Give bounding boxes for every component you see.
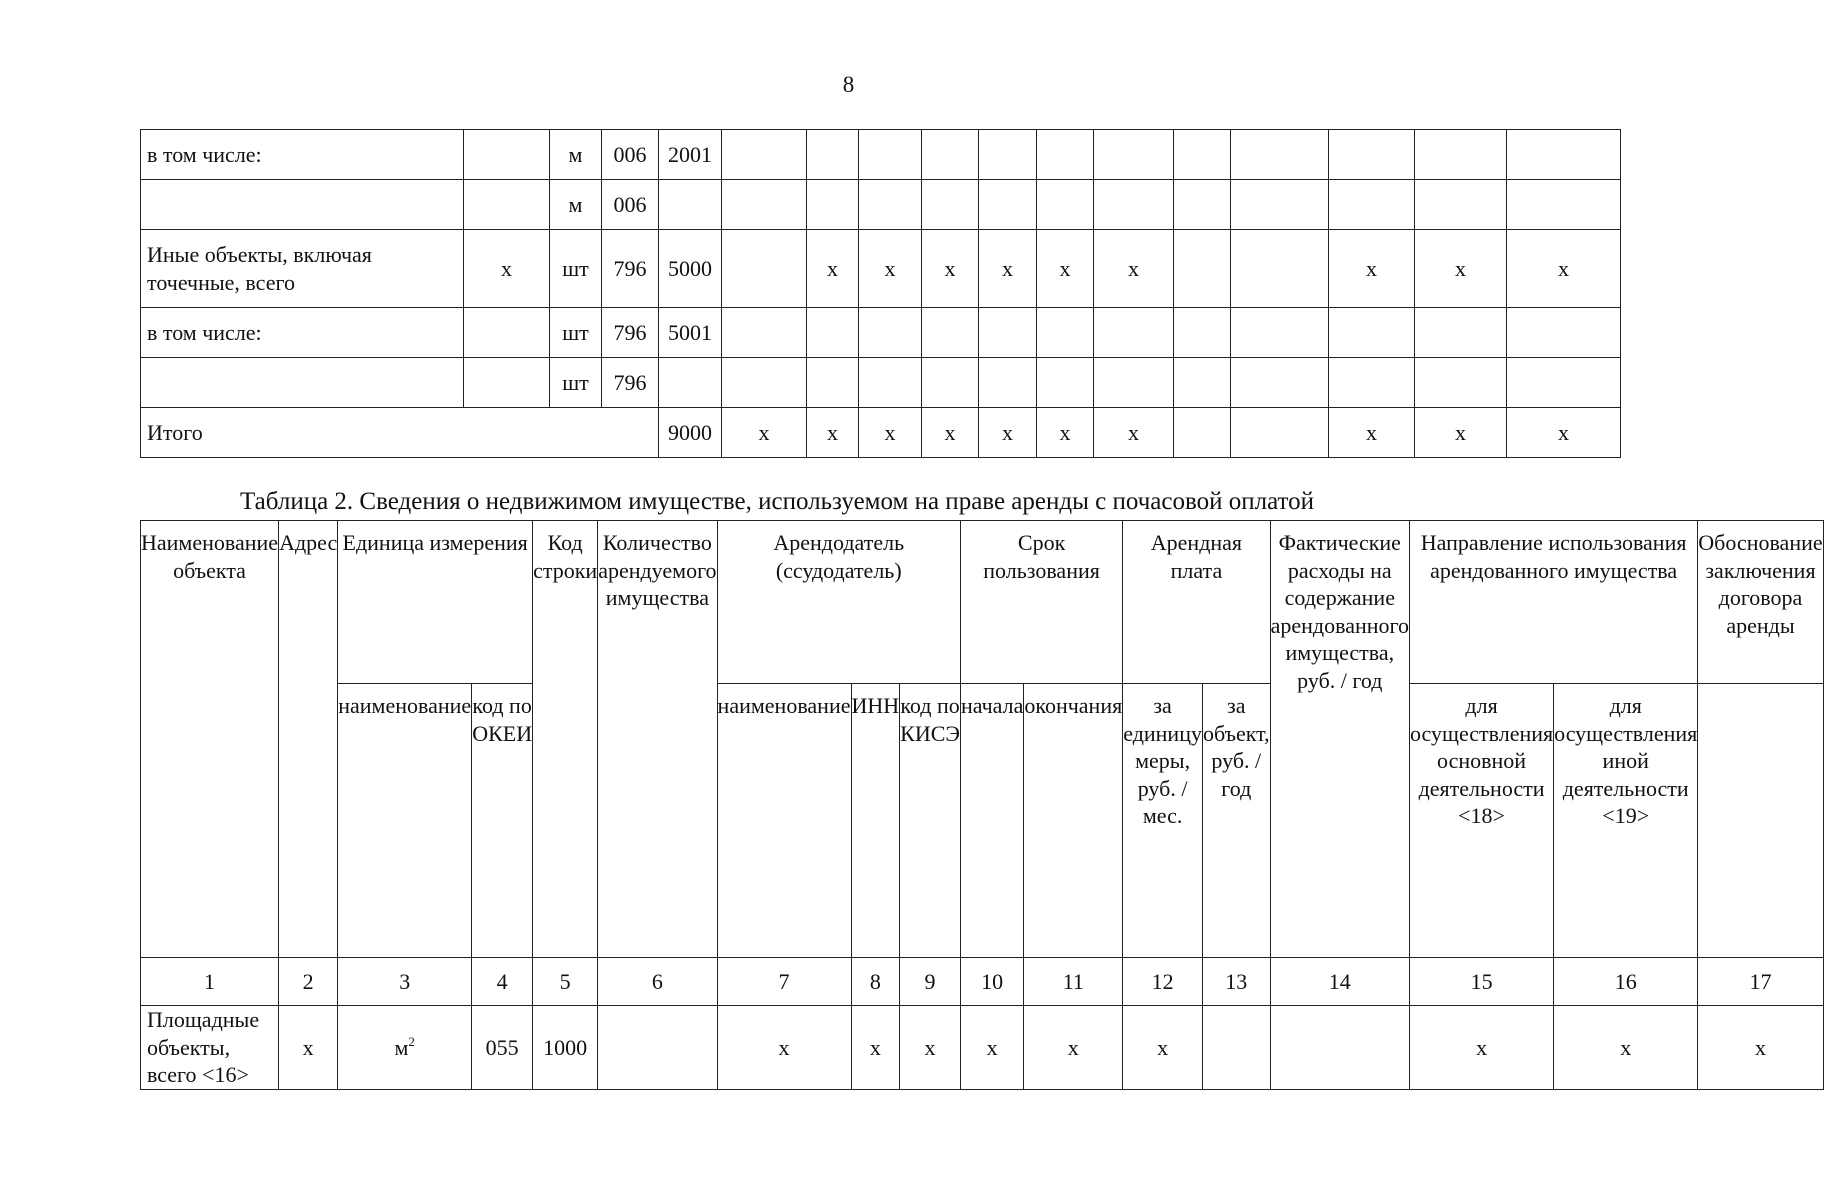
table-cell <box>1174 358 1231 408</box>
table-cell <box>1415 308 1507 358</box>
table-cell: 12 <box>1123 958 1203 1006</box>
table-cell: 17 <box>1698 958 1823 1006</box>
table-cell: x <box>1554 1006 1698 1090</box>
table-cell: x <box>859 230 922 308</box>
row-name: Иные объекты, включая точечные, всего <box>141 230 464 308</box>
table-cell <box>1270 1006 1409 1090</box>
table-row <box>141 358 1621 408</box>
col-header-unit: Единица измерения <box>338 521 533 684</box>
table-cell <box>1174 408 1231 458</box>
col-header-term-start: начала <box>960 684 1023 958</box>
table-row <box>141 130 1621 180</box>
table-cell: 5000 <box>659 230 722 308</box>
table-cell <box>979 180 1037 230</box>
table-cell: x <box>717 1006 851 1090</box>
total-label: Итого <box>141 408 659 458</box>
col-header-unit-name: наименование <box>338 684 472 958</box>
col-header-term: Срок пользования <box>960 521 1122 684</box>
table-cell <box>1231 230 1329 308</box>
table-cell <box>1231 408 1329 458</box>
col-header-lessor: Арендодатель (ссудодатель) <box>717 521 960 684</box>
table-cell <box>859 130 922 180</box>
col-header-justification: Обоснование заключения договора аренды <box>1698 521 1823 684</box>
table-cell <box>1094 180 1174 230</box>
table-cell <box>807 130 859 180</box>
table-cell: x <box>279 1006 338 1090</box>
table-cell: x <box>1037 230 1094 308</box>
table-cell: м <box>550 180 602 230</box>
table-cell <box>1507 130 1621 180</box>
table-row <box>141 1006 1824 1090</box>
table-cell <box>1037 358 1094 408</box>
table-cell: x <box>1507 230 1621 308</box>
table-cell <box>859 358 922 408</box>
table-cell <box>464 180 550 230</box>
unit-cell: $м^2$ <box>338 1006 472 1090</box>
table-cell <box>807 358 859 408</box>
table-cell <box>659 180 722 230</box>
table-cell: 5001 <box>659 308 722 358</box>
table-cell: x <box>1094 230 1174 308</box>
table-cell: x <box>922 408 979 458</box>
table-cell: x <box>979 230 1037 308</box>
table-row <box>141 308 1621 358</box>
col-header-rent-object: за объект, руб. / год <box>1202 684 1270 958</box>
col-header-quantity: Количество арендуемого имущества <box>598 521 717 958</box>
table-cell <box>979 358 1037 408</box>
table-cell <box>922 180 979 230</box>
table-cell: 5 <box>533 958 598 1006</box>
table-cell: 1 <box>141 958 279 1006</box>
col-header-address: Адрес <box>279 521 338 958</box>
table-cell: x <box>1024 1006 1123 1090</box>
table-cell <box>1094 308 1174 358</box>
table-cell: x <box>807 408 859 458</box>
table-cell <box>1507 308 1621 358</box>
table-cell <box>1094 358 1174 408</box>
table-cell: 006 <box>602 180 659 230</box>
table-cell: x <box>960 1006 1023 1090</box>
table-cell: 006 <box>602 130 659 180</box>
table-cell <box>1507 358 1621 408</box>
table-cell <box>1415 358 1507 408</box>
table2-caption: Таблица 2. Сведения о недвижимом имуществе, используемом на праве аренды с почасовой оплатой <box>240 488 1315 515</box>
table-cell <box>598 1006 717 1090</box>
table-cell <box>722 358 807 408</box>
col-header-unit-okei: код по ОКЕИ <box>472 684 533 958</box>
table-cell: 796 <box>602 358 659 408</box>
table-cell: 796 <box>602 230 659 308</box>
table-cell <box>1174 308 1231 358</box>
table-cell <box>1037 180 1094 230</box>
row-name: в том числе: <box>141 130 464 180</box>
col-header-direction: Направление использования арендованного имущества <box>1409 521 1697 684</box>
table-cell: x <box>1329 230 1415 308</box>
table-cell: x <box>1123 1006 1203 1090</box>
col-header-lessor-kise: код по КИСЭ <box>900 684 961 958</box>
table-cell <box>1231 130 1329 180</box>
col-header-rent: Арендная плата <box>1123 521 1270 684</box>
table-cell: шт <box>550 358 602 408</box>
page-number: 8 <box>842 72 855 97</box>
table-cell <box>1231 308 1329 358</box>
rent-table <box>140 520 1824 1090</box>
table-cell <box>979 308 1037 358</box>
table-cell: 796 <box>602 308 659 358</box>
table-cell: x <box>1507 408 1621 458</box>
col-header-line-code: Код строки <box>533 521 598 958</box>
table-cell <box>922 308 979 358</box>
table-cell <box>1037 130 1094 180</box>
table-cell: 13 <box>1202 958 1270 1006</box>
table-cell <box>922 358 979 408</box>
col-header-term-end: окончания <box>1024 684 1123 958</box>
total-row <box>141 408 1621 458</box>
table-cell <box>859 180 922 230</box>
table-cell: x <box>1415 408 1507 458</box>
table-cell: 1000 <box>533 1006 598 1090</box>
col-header-lessor-inn: ИНН <box>851 684 900 958</box>
header-row-2 <box>141 684 1824 958</box>
col-header-direction-other: для осуществления иной деятельности <19> <box>1554 684 1698 958</box>
col-header-direction-main: для осуществления основной деятельности <18> <box>1409 684 1553 958</box>
table-cell: x <box>807 230 859 308</box>
table-cell: x <box>851 1006 900 1090</box>
table-cell <box>1415 130 1507 180</box>
table-cell: 15 <box>1409 958 1553 1006</box>
table-cell: 10 <box>960 958 1023 1006</box>
table-row <box>141 180 1621 230</box>
table-cell: x <box>1698 1006 1823 1090</box>
table-cell: x <box>1037 408 1094 458</box>
table-row <box>141 230 1621 308</box>
table-cell <box>859 308 922 358</box>
header-row-1 <box>141 521 1824 684</box>
table-cell: 055 <box>472 1006 533 1090</box>
table-cell <box>1174 180 1231 230</box>
table-cell <box>659 358 722 408</box>
table-cell: x <box>464 230 550 308</box>
table-cell <box>1507 180 1621 230</box>
table-cell: 9 <box>900 958 961 1006</box>
table-cell <box>141 180 464 230</box>
table-cell: 8 <box>851 958 900 1006</box>
table-cell <box>464 308 550 358</box>
table-cell <box>807 308 859 358</box>
table-cell <box>1329 358 1415 408</box>
table-cell <box>1329 308 1415 358</box>
table-cell: м <box>550 130 602 180</box>
col-header-actual-expenses: Фактические расходы на содержание арендованного имущества, руб. / год <box>1270 521 1409 958</box>
table-cell <box>1202 1006 1270 1090</box>
column-number-row <box>141 958 1824 1006</box>
table-cell: x <box>859 408 922 458</box>
table-cell <box>141 358 464 408</box>
table-cell: x <box>1415 230 1507 308</box>
col-header-rent-unit: за единицу меры, руб. / мес. <box>1123 684 1203 958</box>
table-cell: 14 <box>1270 958 1409 1006</box>
table-cell: 7 <box>717 958 851 1006</box>
table-cell <box>1329 130 1415 180</box>
continuation-table <box>140 129 1621 458</box>
table-cell <box>722 130 807 180</box>
table-cell <box>464 358 550 408</box>
table-cell <box>464 130 550 180</box>
table-cell: 16 <box>1554 958 1698 1006</box>
table-cell: 9000 <box>659 408 722 458</box>
table-cell: x <box>900 1006 961 1090</box>
table-cell <box>922 130 979 180</box>
col-header-name: Наименование объекта <box>141 521 279 958</box>
table-cell <box>1174 130 1231 180</box>
table-cell <box>722 230 807 308</box>
table-cell: x <box>1329 408 1415 458</box>
table-cell: x <box>722 408 807 458</box>
table-cell: 3 <box>338 958 472 1006</box>
table-cell <box>979 130 1037 180</box>
table-cell: x <box>979 408 1037 458</box>
table-cell <box>807 180 859 230</box>
table-cell <box>1231 358 1329 408</box>
table-cell: 2001 <box>659 130 722 180</box>
table-cell: x <box>1409 1006 1553 1090</box>
row-name: Площадные объекты, всего <16> <box>141 1006 279 1090</box>
table-cell: шт <box>550 230 602 308</box>
row-name: в том числе: <box>141 308 464 358</box>
table-cell <box>1231 180 1329 230</box>
table-cell <box>1329 180 1415 230</box>
table-cell: x <box>922 230 979 308</box>
col-header-lessor-name: наименование <box>717 684 851 958</box>
table-cell <box>722 308 807 358</box>
table-cell <box>1037 308 1094 358</box>
table-cell <box>1415 180 1507 230</box>
table-cell <box>1174 230 1231 308</box>
table-cell: 4 <box>472 958 533 1006</box>
table-cell: x <box>1094 408 1174 458</box>
table-cell <box>1094 130 1174 180</box>
table-cell: 11 <box>1024 958 1123 1006</box>
table-cell: шт <box>550 308 602 358</box>
table-cell: 6 <box>598 958 717 1006</box>
table-cell <box>722 180 807 230</box>
table-cell: 2 <box>279 958 338 1006</box>
table-cell <box>1698 684 1823 958</box>
